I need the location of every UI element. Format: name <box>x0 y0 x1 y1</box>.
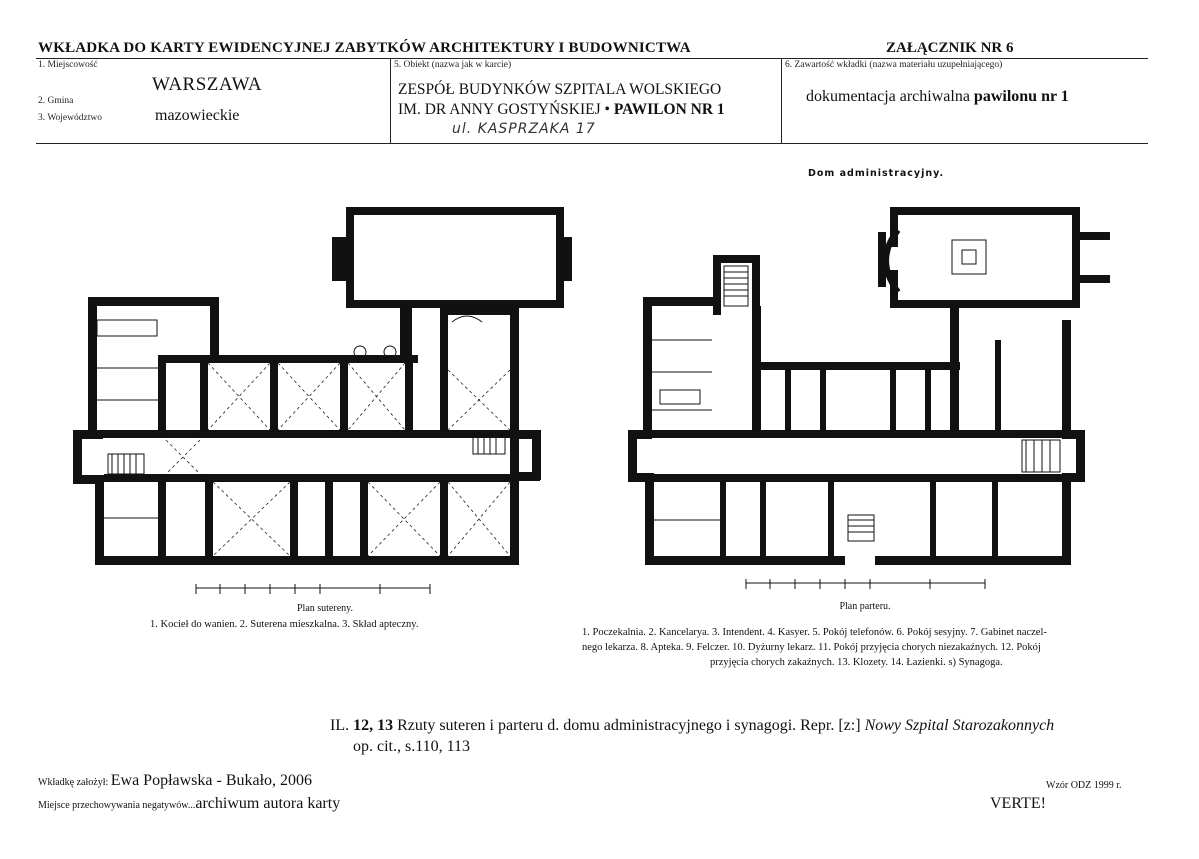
voivodeship-label: 3. Województwo <box>38 113 102 123</box>
storage-value: archiwum autora karty <box>195 795 341 812</box>
caption-text: Rzuty suteren i parteru d. domu administracyjnego i synagogi. Repr. [z:] <box>393 717 865 734</box>
caption-numbers: 12, 13 <box>353 717 394 734</box>
basement-plan-legend: 1. Kocieł do wanien. 2. Suterena mieszkalna. 3. Skład apteczny. <box>150 619 419 630</box>
object-pavilion: PAWILON NR 1 <box>613 101 725 118</box>
storage-line <box>38 795 340 813</box>
content-bold: pawilonu nr 1 <box>973 88 1069 105</box>
ground-plan-legend-line1: 1. Poczekalnia. 2. Kancelarya. 3. Intendent. 4. Kasyer. 5. Pokój telefonów. 6. Pokój sesyjny. 7. Gabinet naczel- <box>582 627 1047 638</box>
locality-value: WARSZAWA <box>152 74 263 95</box>
content-label: 6. Zawartość wkładki (nazwa materiału uzupełniającego) <box>785 60 1003 70</box>
locality-label: 1. Miejscowość <box>38 60 98 70</box>
object-name-part: IM. DR ANNY GOSTYŃSKIEJ • <box>398 101 614 118</box>
template-version: Wzór ODZ 1999 r. <box>1046 780 1122 791</box>
storage-label: Miejsce przechowywania negatywów... <box>38 800 196 811</box>
illustration-caption <box>330 715 1150 757</box>
ground-floor-plan <box>628 207 1110 589</box>
verte-note: VERTE! <box>990 795 1046 812</box>
ground-plan-legend <box>582 625 1182 670</box>
author-line <box>38 772 312 790</box>
right-plan-heading: Dom administracyjny. <box>808 168 945 179</box>
ground-plan-legend-line3: przyjęcia chorych zakaźnych. 13. Klozety. 14. Łazienki. s) Synagoga. <box>710 657 1003 668</box>
caption-line2: op. cit., s.110, 113 <box>353 738 471 755</box>
caption-source: Nowy Szpital Starozakonnych <box>864 717 1055 734</box>
voivodeship-value: mazowieckie <box>155 107 240 124</box>
object-label: 5. Obiekt (nazwa jak w karcie) <box>394 60 512 70</box>
object-name-line1: ZESPÓŁ BUDYNKÓW SZPITALA WOLSKIEGO <box>398 81 722 98</box>
author-name: Ewa Popławska - Bukało, 2006 <box>110 772 313 789</box>
commune-label: 2. Gmina <box>38 96 74 106</box>
basement-plan <box>73 207 572 594</box>
caption-prefix: IL. <box>330 717 354 734</box>
content-text: dokumentacja archiwalna <box>806 88 974 105</box>
caption-line1 <box>330 715 1150 736</box>
handwritten-address: ul. KASPRZAKA 17 <box>452 121 596 137</box>
annex-number: ZAŁĄCZNIK NR 6 <box>886 40 1014 56</box>
ground-plan-title: Plan parteru. <box>839 601 891 612</box>
form-title: WKŁADKA DO KARTY EWIDENCYJNEJ ZABYTKÓW ARCHITEKTURY I BUDOWNICTWA <box>38 40 691 56</box>
author-label: Wkładkę założył: <box>38 777 111 788</box>
basement-plan-title: Plan sutereny. <box>296 603 353 614</box>
ground-plan-legend-line2: nego lekarza. 8. Apteka. 9. Felczer. 10. Dyżurny lekarz. 11. Pokój przyjęcia chorych niezakaźnych. 12. Pokój <box>582 642 1041 653</box>
